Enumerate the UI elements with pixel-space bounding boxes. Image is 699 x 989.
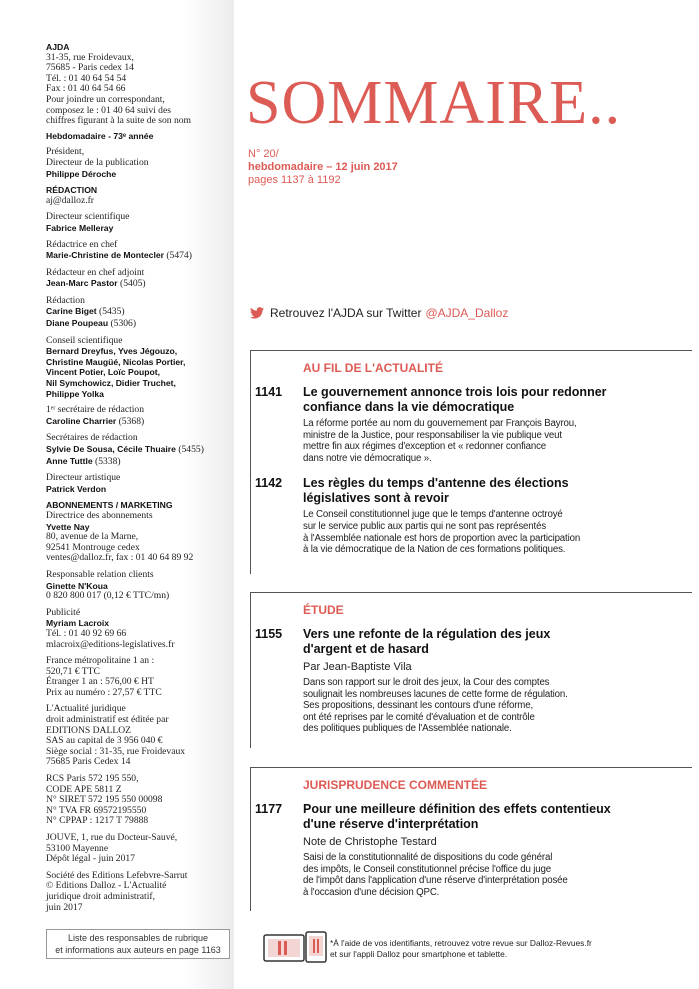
publisher-line: SAS au capital de 3 956 040 € <box>46 735 163 747</box>
article-title <box>303 385 689 415</box>
address-line: composez le : 01 40 64 suivi des <box>46 104 171 116</box>
section-label: ÉTUDE <box>303 603 344 617</box>
issue-info <box>248 148 398 187</box>
address-line: 31-35, rue Froidevaux, <box>46 51 134 63</box>
person-name: Vincent Potier, Loïc Poupot, <box>46 367 160 378</box>
article-page: 1177 <box>255 802 283 816</box>
person-name: Nil Symchowicz, Didier Truchet, <box>46 378 176 389</box>
person-name: Diane Poupeau <box>46 318 109 329</box>
article-1141[interactable] <box>255 385 692 464</box>
registry-line: RCS Paris 572 195 550, <box>46 773 139 785</box>
twitter-handle-link[interactable]: @AJDA_Dalloz <box>425 306 509 320</box>
address-block <box>46 53 230 127</box>
price-line: Étranger 1 an : 576,00 € HT <box>46 676 154 688</box>
section-heading: RÉDACTION <box>46 185 98 196</box>
printer-line: 53100 Mayenne <box>46 842 109 854</box>
registry-line: N° CPPAP : 1217 T 79888 <box>46 815 149 827</box>
person-name: Ginette N'Koua <box>46 580 108 591</box>
section-actualite <box>250 350 692 574</box>
person-name: Christine Maugüé, Nicolas Portier, <box>46 356 186 367</box>
article-1142[interactable] <box>255 476 692 555</box>
summary-line: sur le service public aux partis qui ne sont pas représentés <box>303 520 547 532</box>
role-label: 1ᵉʳ secrétaire de rédaction <box>46 404 145 416</box>
article-page: 1142 <box>255 476 283 491</box>
person-name: Marie-Christine de Montecler <box>46 250 164 261</box>
article-title <box>303 476 689 506</box>
person-name: Fabrice Melleray <box>46 222 114 233</box>
role-label: Rédacteur en chef adjoint <box>46 266 145 278</box>
article-summary <box>303 418 689 464</box>
article-page: 1155 <box>255 627 283 641</box>
summary-line: ministre de la Justice, pour responsabiliser la vie publique veut <box>303 429 562 441</box>
address-line: 92541 Montrouge cedex <box>46 541 140 553</box>
twitter-text: Retrouvez l'AJDA sur Twitter <box>270 306 422 320</box>
summary-line: dans notre vie démocratique ». <box>303 452 432 464</box>
address-line: 80, avenue de la Marne, <box>46 531 139 543</box>
article-title <box>303 802 689 832</box>
extension: (5405) <box>117 278 146 290</box>
price-line: France métropolitaine 1 an : <box>46 655 155 667</box>
printer-line: JOUVE, 1, rue du Docteur-Sauvé, <box>46 832 178 843</box>
price-line: Prix au numéro : 27,57 € TTC <box>46 686 162 698</box>
person-entry <box>46 416 230 428</box>
copyright-line: juridique droit administratif, <box>46 890 155 902</box>
article-1155[interactable] <box>255 627 692 735</box>
address-line: 75685 - Paris cedex 14 <box>46 62 134 74</box>
summary-line: des impôts, le Conseil constitutionnel précise l'office du juge <box>303 863 552 875</box>
title-line: Pour une meilleure définition des effets contentieux <box>303 802 611 816</box>
person-name: Philippe Yolka <box>46 388 104 399</box>
section-jurisprudence <box>250 767 692 911</box>
role-label: Conseil scientifique <box>46 334 123 346</box>
person-name: Carine Biget <box>46 306 97 317</box>
person-entry <box>46 278 230 290</box>
person-name: Jean-Marc Pastor <box>46 278 118 289</box>
person-name: Sylvie De Sousa, Cécile Thuaire <box>46 444 176 454</box>
person-name: Bernard Dreyfus, Yves Jégouzo, <box>46 346 178 357</box>
article-summary <box>303 677 689 735</box>
role-label: Rédactrice en chef <box>46 238 118 250</box>
twitter-bird-icon <box>250 307 264 319</box>
footnote-box <box>46 929 230 959</box>
extension: (5474) <box>163 250 192 262</box>
issue-number: N° 20/ <box>248 148 279 160</box>
summary-line: soulignait les nombreuses lacunes de cette forme de régulation. <box>303 688 568 700</box>
section-etude <box>250 592 692 748</box>
printer-line: Dépôt légal - juin 2017 <box>46 853 135 865</box>
registry-line: N° TVA FR 69572195550 <box>46 804 147 816</box>
phone: 0 820 800 017 (0,12 € TTC/mn) <box>46 590 170 602</box>
footnote-line: et informations aux auteurs en page 1163 <box>55 945 221 955</box>
contact-line: Tél. : 01 40 92 69 66 <box>46 627 127 639</box>
summary-line: des politiques publiques de l'Assemblée nationale. <box>303 723 512 735</box>
devices-icon <box>262 930 328 964</box>
summary-line: Saisi de la constitutionnalité de dispositions du code général <box>303 852 553 863</box>
footer-line: *À l'aide de vos identifiants, retrouvez votre revue sur Dalloz-Revues.fr <box>330 938 592 948</box>
footer-note <box>330 938 592 960</box>
summary-line: Ses propositions, dessinant les contours d'une réforme, <box>303 700 533 712</box>
masthead-column <box>0 0 234 989</box>
role-label: Directeur artistique <box>46 472 121 484</box>
twitter-promo[interactable] <box>250 306 508 320</box>
address-line: Pour joindre un correspondant, <box>46 93 165 105</box>
contact-line: mlacroix@editions-legislatives.fr <box>46 638 175 650</box>
extension: (5306) <box>108 318 137 330</box>
summary-line: La réforme portée au nom du gouvernement par François Bayrou, <box>303 418 577 429</box>
extension: (5455) <box>175 444 204 455</box>
role-label: Rédaction <box>46 294 85 306</box>
summary-line: à la vie démocratique de la Nation de ces formations politiques. <box>303 544 566 556</box>
price-line: 520,71 € TTC <box>46 665 100 677</box>
person-name: Patrick Verdon <box>46 483 107 494</box>
issue-date: hebdomadaire – 12 juin 2017 <box>248 161 398 173</box>
article-1177[interactable] <box>255 802 692 898</box>
extension: (5368) <box>116 415 145 427</box>
role-label: Responsable relation clients <box>46 568 154 580</box>
title-line: législatives sont à revoir <box>303 491 449 506</box>
role-label: Président, <box>46 146 85 158</box>
copyright-line: juin 2017 <box>46 901 83 913</box>
person-name: Philippe Déroche <box>46 168 117 179</box>
article-author: Note de Christophe Testard <box>303 836 437 848</box>
address-line: ventes@dalloz.fr, fax : 01 40 64 89 92 <box>46 552 194 564</box>
summary-line: à l'Assemblée nationale est hors de proportion avec la participation <box>303 532 581 544</box>
email: aj@dalloz.fr <box>46 194 94 206</box>
title-line: Les règles du temps d'antenne des élections <box>303 476 569 491</box>
publisher-line: Siège social : 31-35, rue Froidevaux <box>46 745 186 757</box>
person-name: Myriam Lacroix <box>46 618 110 629</box>
person-entry <box>46 456 230 468</box>
registry-line: N° SIRET 572 195 550 00098 <box>46 794 163 806</box>
person-name: Anne Tuttle <box>46 455 93 466</box>
role-label: Directrice des abonnements <box>46 509 153 521</box>
publisher-line: EDITIONS DALLOZ <box>46 724 131 736</box>
frequency: Hebdomadaire - 73ᵉ année <box>46 130 154 141</box>
publisher-line: droit administratif est éditée par <box>46 714 169 726</box>
title-line: Le gouvernement annonce trois lois pour redonner <box>303 385 607 399</box>
article-summary <box>303 852 689 898</box>
copyright-line: Société des Editions Lefebvre-Sarrut <box>46 869 188 881</box>
section-label: JURISPRUDENCE COMMENTÉE <box>303 778 488 792</box>
article-author: Par Jean-Baptiste Vila <box>303 661 412 673</box>
role-label: Directeur de la publication <box>46 156 149 168</box>
footer-line: et sur l'appli Dalloz pour smartphone et tablette. <box>330 949 508 959</box>
summary-line: Dans son rapport sur le droit des jeux, la Cour des comptes <box>303 677 550 688</box>
publication-name: AJDA <box>46 42 70 52</box>
publisher-line: 75685 Paris Cedex 14 <box>46 756 131 768</box>
person-entry <box>46 318 230 330</box>
title-line: d'argent et de hasard <box>303 642 429 656</box>
address-line: Fax : 01 40 64 54 66 <box>46 83 126 95</box>
article-summary <box>303 509 689 555</box>
person-name: Caroline Charrier <box>46 415 117 426</box>
masthead <box>46 42 230 913</box>
extension: (5338) <box>92 455 121 467</box>
address-line: Tél. : 01 40 64 54 54 <box>46 72 127 84</box>
summary-line: à l'occasion d'une décision QPC. <box>303 886 440 898</box>
role-label: Publicité <box>46 606 81 618</box>
article-title <box>303 627 689 657</box>
person-name: Yvette Nay <box>46 521 90 532</box>
role-label: Secrétaires de rédaction <box>46 432 138 444</box>
summary-line: de l'impôt dans l'application d'une réserve d'interprétation posée <box>303 875 568 887</box>
registry-line: CODE APE 5811 Z <box>46 783 122 795</box>
copyright-line: © Editions Dalloz - L'Actualité <box>46 880 167 892</box>
person-entry <box>46 444 230 456</box>
title-line: Vers une refonte de la régulation des jeux <box>303 627 551 641</box>
summary-line: ont été reprises par le comité d'évaluation et de contrôle <box>303 711 535 723</box>
article-page: 1141 <box>255 385 283 399</box>
title-line: d'une réserve d'interprétation <box>303 817 479 831</box>
address-line: chiffres figurant à la suite de son nom <box>46 115 192 127</box>
summary-line: mettre fin aux régimes d'exception et « redonner confiance <box>303 441 547 453</box>
title-line: confiance dans la vie démocratique <box>303 400 515 414</box>
section-heading: ABONNEMENTS / MARKETING <box>46 500 173 511</box>
issue-pages: pages 1137 à 1192 <box>248 174 341 186</box>
person-entry <box>46 306 230 318</box>
footnote-line: Liste des responsables de rubrique <box>67 933 209 943</box>
publisher-line: L'Actualité juridique <box>46 703 126 715</box>
section-label: AU FIL DE L'ACTUALITÉ <box>303 361 443 375</box>
person-entry <box>46 250 230 262</box>
summary-line: Le Conseil constitutionnel juge que le temps d'antenne octroyé <box>303 509 563 521</box>
page-title: SOMMAIRE.. <box>246 69 622 137</box>
role-label: Directeur scientifique <box>46 211 130 223</box>
extension: (5435) <box>96 306 125 318</box>
